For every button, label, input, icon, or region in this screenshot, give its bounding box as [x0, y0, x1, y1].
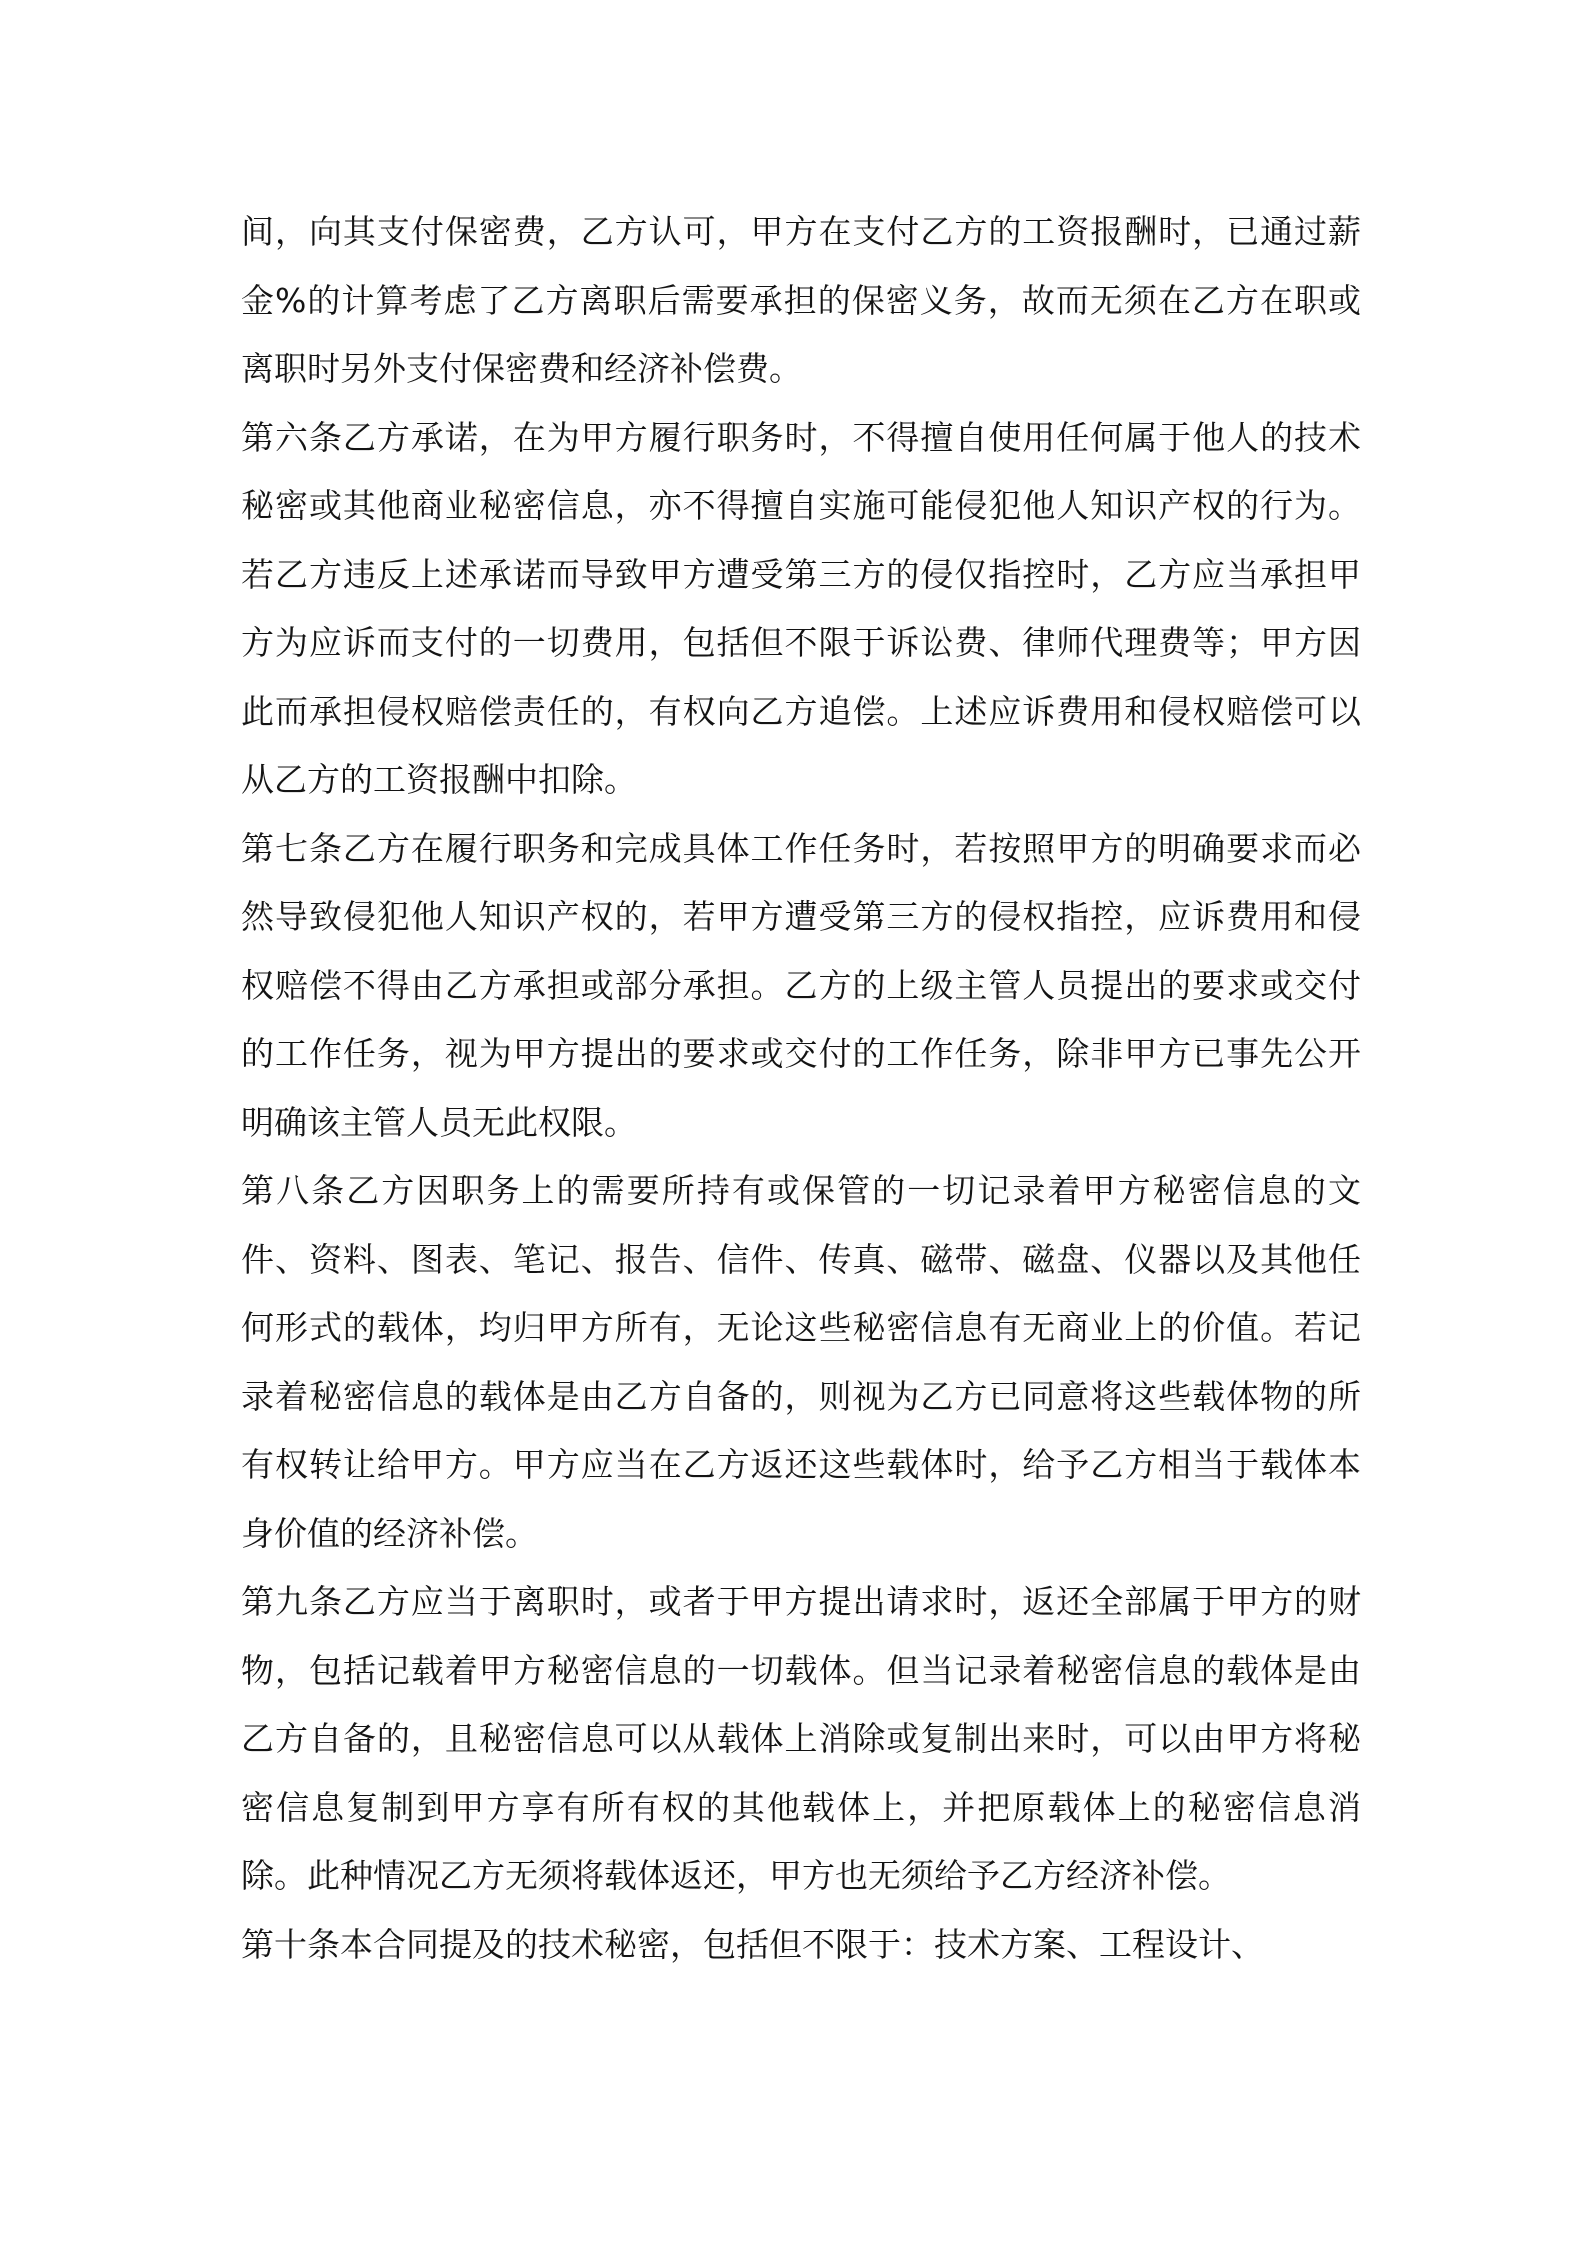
paragraph-continuation: 间，向其支付保密费，乙方认可，甲方在支付乙方的工资报酬时，已通过薪金%的计算考虑了乙方离职后需要承担的保密义务，故而无须在乙方在职或离职时另外支付保密费和经济补偿费。: [241, 212, 1361, 388]
paragraph-article-6: 第六条乙方承诺，在为甲方履行职务时，不得擅自使用任何属于他人的技术秘密或其他商业秘密信息，亦不得擅自实施可能侵犯他人知识产权的行为。若乙方违反上述承诺而导致甲方遭受第三方的侵仅指控时，乙方应当承担甲方为应诉而支付的一切费用，包括但不限于诉讼费、律师代理费等；甲方因此而承担侵权赔偿责任的，有权向乙方追偿。上述应诉费用和侵权赔偿可以从乙方的工资报酬中扣除。: [241, 417, 1361, 799]
document-body: [241, 198, 1361, 1979]
paragraph-article-9: 第九条乙方应当于离职时，或者于甲方提出请求时，返还全部属于甲方的财物，包括记载着甲方秘密信息的一切载体。但当记录着秘密信息的载体是由乙方自备的，且秘密信息可以从载体上消除或复制出来时，可以由甲方将秘密信息复制到甲方享有所有权的其他载体上，并把原载体上的秘密信息消除。此种情况乙方无须将载体返还，甲方也无须给予乙方经济补偿。: [241, 1582, 1361, 1895]
paragraph-article-10: 第十条本合同提及的技术秘密，包括但不限于：技术方案、工程设计、: [241, 1924, 1264, 1964]
paragraph-article-7: 第七条乙方在履行职务和完成具体工作任务时，若按照甲方的明确要求而必然导致侵犯他人知识产权的，若甲方遭受第三方的侵权指控，应诉费用和侵权赔偿不得由乙方承担或部分承担。乙方的上级主管人员提出的要求或交付的工作任务，视为甲方提出的要求或交付的工作任务，除非甲方已事先公开明确该主管人员无此权限。: [241, 828, 1361, 1142]
paragraph-article-8: 第八条乙方因职务上的需要所持有或保管的一切记录着甲方秘密信息的文件、资料、图表、笔记、报告、信件、传真、磁带、磁盘、仪器以及其他任何形式的载体，均归甲方所有，无论这些秘密信息有无商业上的价值。若记录着秘密信息的载体是由乙方自备的，则视为乙方已同意将这些载体物的所有权转让给甲方。甲方应当在乙方返还这些载体时，给予乙方相当于载体本身价值的经济补偿。: [241, 1171, 1361, 1553]
